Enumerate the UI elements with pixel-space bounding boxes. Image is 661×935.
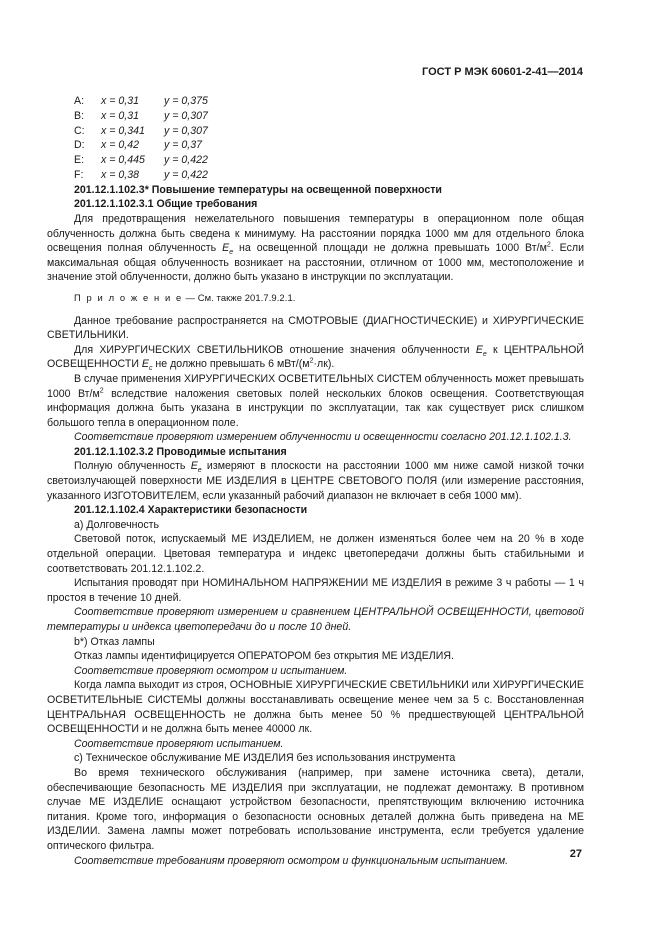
coordinate-row xyxy=(47,153,584,168)
paragraph: Во время технического обслуживания (например, при замене источника света), детали, обеспечивающие безопасность МЕ ИЗДЕЛИЯ при эксплуатации, не подлежат демонтажу. В противном случае МЕ ИЗДЕЛИЕ оснащают устройством безопасности, препятствующим включению источника питания. Кроме того, информация о безопасности основных деталей должна быть приведена на МЕ ИЗДЕЛИИ. Замена лампы может потребовать использование инструмента, если требуется удаление оптического фильтра. xyxy=(47,766,584,852)
paragraph: Данное требование распространяется на СМОТРОВЫЕ (ДИАГНОСТИЧЕСКИЕ) и ХИРУРГИЧЕСКИЕ СВЕТИЛЬНИКИ. xyxy=(47,314,584,342)
note xyxy=(47,291,584,306)
x-value: x = 0,31 xyxy=(101,95,139,107)
symbol: E xyxy=(141,358,149,371)
subscript: e xyxy=(197,467,202,475)
text: ·лк). xyxy=(313,358,335,371)
x-value: x = 0,445 xyxy=(101,154,145,167)
item-title: с) Техническое обслуживание МЕ ИЗДЕЛИЯ без использования инструмента xyxy=(74,752,456,765)
paragraph: Испытания проводят при НОМИНАЛЬНОМ НАПРЯЖЕНИИ МЕ ИЗДЕЛИЯ в режиме 3 ч работы — 1 ч простоя в течение 10 дней. xyxy=(47,577,584,604)
point-label: A: xyxy=(74,95,85,107)
y-value: y = 0,422 xyxy=(164,154,208,167)
coordinate-row xyxy=(47,109,584,124)
coordinate-row xyxy=(47,124,584,139)
subscript: e xyxy=(482,350,487,358)
superscript: 2 xyxy=(546,241,551,249)
x-value: x = 0,42 xyxy=(101,139,139,152)
item-title: b*) Отказ лампы xyxy=(74,635,155,648)
y-value: y = 0,307 xyxy=(164,109,208,122)
superscript: 2 xyxy=(99,386,104,394)
text: не должно превышать 6 мВт/(м xyxy=(152,358,310,371)
x-value: x = 0,341 xyxy=(101,124,145,137)
compliance-statement: Соответствие проверяют измерением облученности и освещенности согласно 201.12.1.102.1.3. xyxy=(74,431,572,444)
subsection-heading: 201.12.1.102.3.1 Общие требования xyxy=(74,198,258,211)
y-value: y = 0,307 xyxy=(164,124,208,137)
text: Для ХИРУРГИЧЕСКИХ СВЕТИЛЬНИКОВ отношение значения облученности xyxy=(74,343,476,356)
symbol: E xyxy=(222,242,230,255)
subsection-heading: 201.12.1.102.4 Характеристики безопасности xyxy=(74,504,308,517)
superscript: 2 xyxy=(309,357,314,365)
point-label: F: xyxy=(74,168,84,181)
text: В случае применения ХИРУРГИЧЕСКИХ ОСВЕТИТЕЛЬНЫХ СИСТЕМ облученность может превышать 1000 Вт/м xyxy=(47,372,584,400)
coordinate-row xyxy=(47,94,584,109)
y-value: y = 0,375 xyxy=(164,95,208,107)
text: Для предотвращения нежелательного повышения температуры в операционном поле общая облученность должна быть сведена к минимуму. На расстоянии порядка 1000 мм для отдельного блока освещения полная облученность xyxy=(47,212,584,255)
paragraph xyxy=(47,372,584,430)
note-text: — См. также 201.7.9.2.1. xyxy=(182,291,296,303)
document-body xyxy=(47,94,584,868)
page-header: ГОСТ Р МЭК 60601-2-41—2014 xyxy=(422,66,583,78)
subsection-heading: 201.12.1.102.3.2 Проводимые испытания xyxy=(74,445,287,458)
paragraph xyxy=(47,459,584,503)
text: . Если максимальная общая облученность возникает на расстоянии, отличном от 1000 мм, местоположение и значение этой облученности, должно быть указано в инструкции по эксплуатации. xyxy=(47,242,584,284)
text: вследствие наложения световых полей нескольких блоков освещения. Соответствующая информация должна быть указана в инструкции по эксплуатации, так как существует риск слишком большого тепла в операционном поле. xyxy=(47,387,584,429)
section-heading: 201.12.1.102.3* Повышение температуры на освещенной поверхности xyxy=(74,183,442,196)
item-title: а) Долговечность xyxy=(74,518,159,531)
y-value: y = 0,37 xyxy=(164,139,202,152)
subscript: e xyxy=(229,249,234,257)
chromaticity-coordinates-list xyxy=(47,94,584,183)
subscript: c xyxy=(148,365,153,373)
paragraph: Световой поток, испускаемый МЕ ИЗДЕЛИЕМ, не должен изменяться более чем на 20 % в ходе отдельной операции. Цветовая температура и индекс цветопередачи должны быть стабильными и соответствовать 201.12.1.102.2. xyxy=(47,533,584,575)
page-number: 27 xyxy=(569,848,582,860)
text: на освещенной площади не должна превышать 1000 Вт/м xyxy=(233,242,547,255)
paragraph: Отказ лампы идентифицируется ОПЕРАТОРОМ без открытия МЕ ИЗДЕЛИЯ. xyxy=(74,650,454,663)
coordinate-row xyxy=(47,138,584,153)
text: Полную облученность xyxy=(74,460,191,473)
x-value: x = 0,31 xyxy=(101,109,139,122)
compliance-statement: Соответствие проверяют осмотром и испытанием. xyxy=(74,664,348,677)
coordinate-row xyxy=(47,168,584,183)
paragraph xyxy=(47,343,584,372)
point-label: B: xyxy=(74,109,85,122)
compliance-statement: Соответствие проверяют испытанием. xyxy=(74,737,284,750)
compliance-statement: Соответствие проверяют измерением и сравнением ЦЕНТРАЛЬНОЙ ОСВЕЩЕННОСТИ, цветовой температуры и индекса цветопередачи до и после 10 дней. xyxy=(47,606,584,633)
x-value: x = 0,38 xyxy=(101,168,139,181)
text: к ЦЕНТРАЛЬНОЙ ОСВЕЩЕННОСТИ xyxy=(47,343,584,371)
compliance-statement: Соответствие требованиям проверяют осмотром и функциональным испытанием. xyxy=(74,854,509,867)
symbol: E xyxy=(475,343,483,356)
point-label: E: xyxy=(74,154,85,167)
point-label: D: xyxy=(74,139,85,152)
paragraph xyxy=(47,212,584,285)
text: измеряют в плоскости на расстоянии 1000 мм ниже самой низкой точки светоизлучающей поверхности МЕ ИЗДЕЛИЯ в ЦЕНТРЕ СВЕТОВОГО ПОЛЯ (или измерение расстояния, указанного ИЗГОТОВИТЕЛЕМ, если указанный рабочий диапазон не включает в себя 1000 мм). xyxy=(47,460,584,502)
point-label: C: xyxy=(74,124,85,137)
y-value: y = 0,422 xyxy=(164,168,208,181)
note-label: П р и л о ж е н и е xyxy=(74,291,183,303)
paragraph: Когда лампа выходит из строя, ОСНОВНЫЕ ХИРУРГИЧЕСКИЕ СВЕТИЛЬНИКИ или ХИРУРГИЧЕСКИЕ ОСВЕТИТЕЛЬНЫЕ СИСТЕМЫ должны восстанавливать освещение менее чем за 5 с. Восстановленная ЦЕНТРАЛЬНАЯ ОСВЕЩЕННОСТЬ не должна быть менее 50 % предшествующей ЦЕНТРАЛЬНОЙ ОСВЕЩЕННОСТИ и не должна быть менее 40000 лк. xyxy=(47,679,584,736)
symbol: E xyxy=(190,460,198,473)
